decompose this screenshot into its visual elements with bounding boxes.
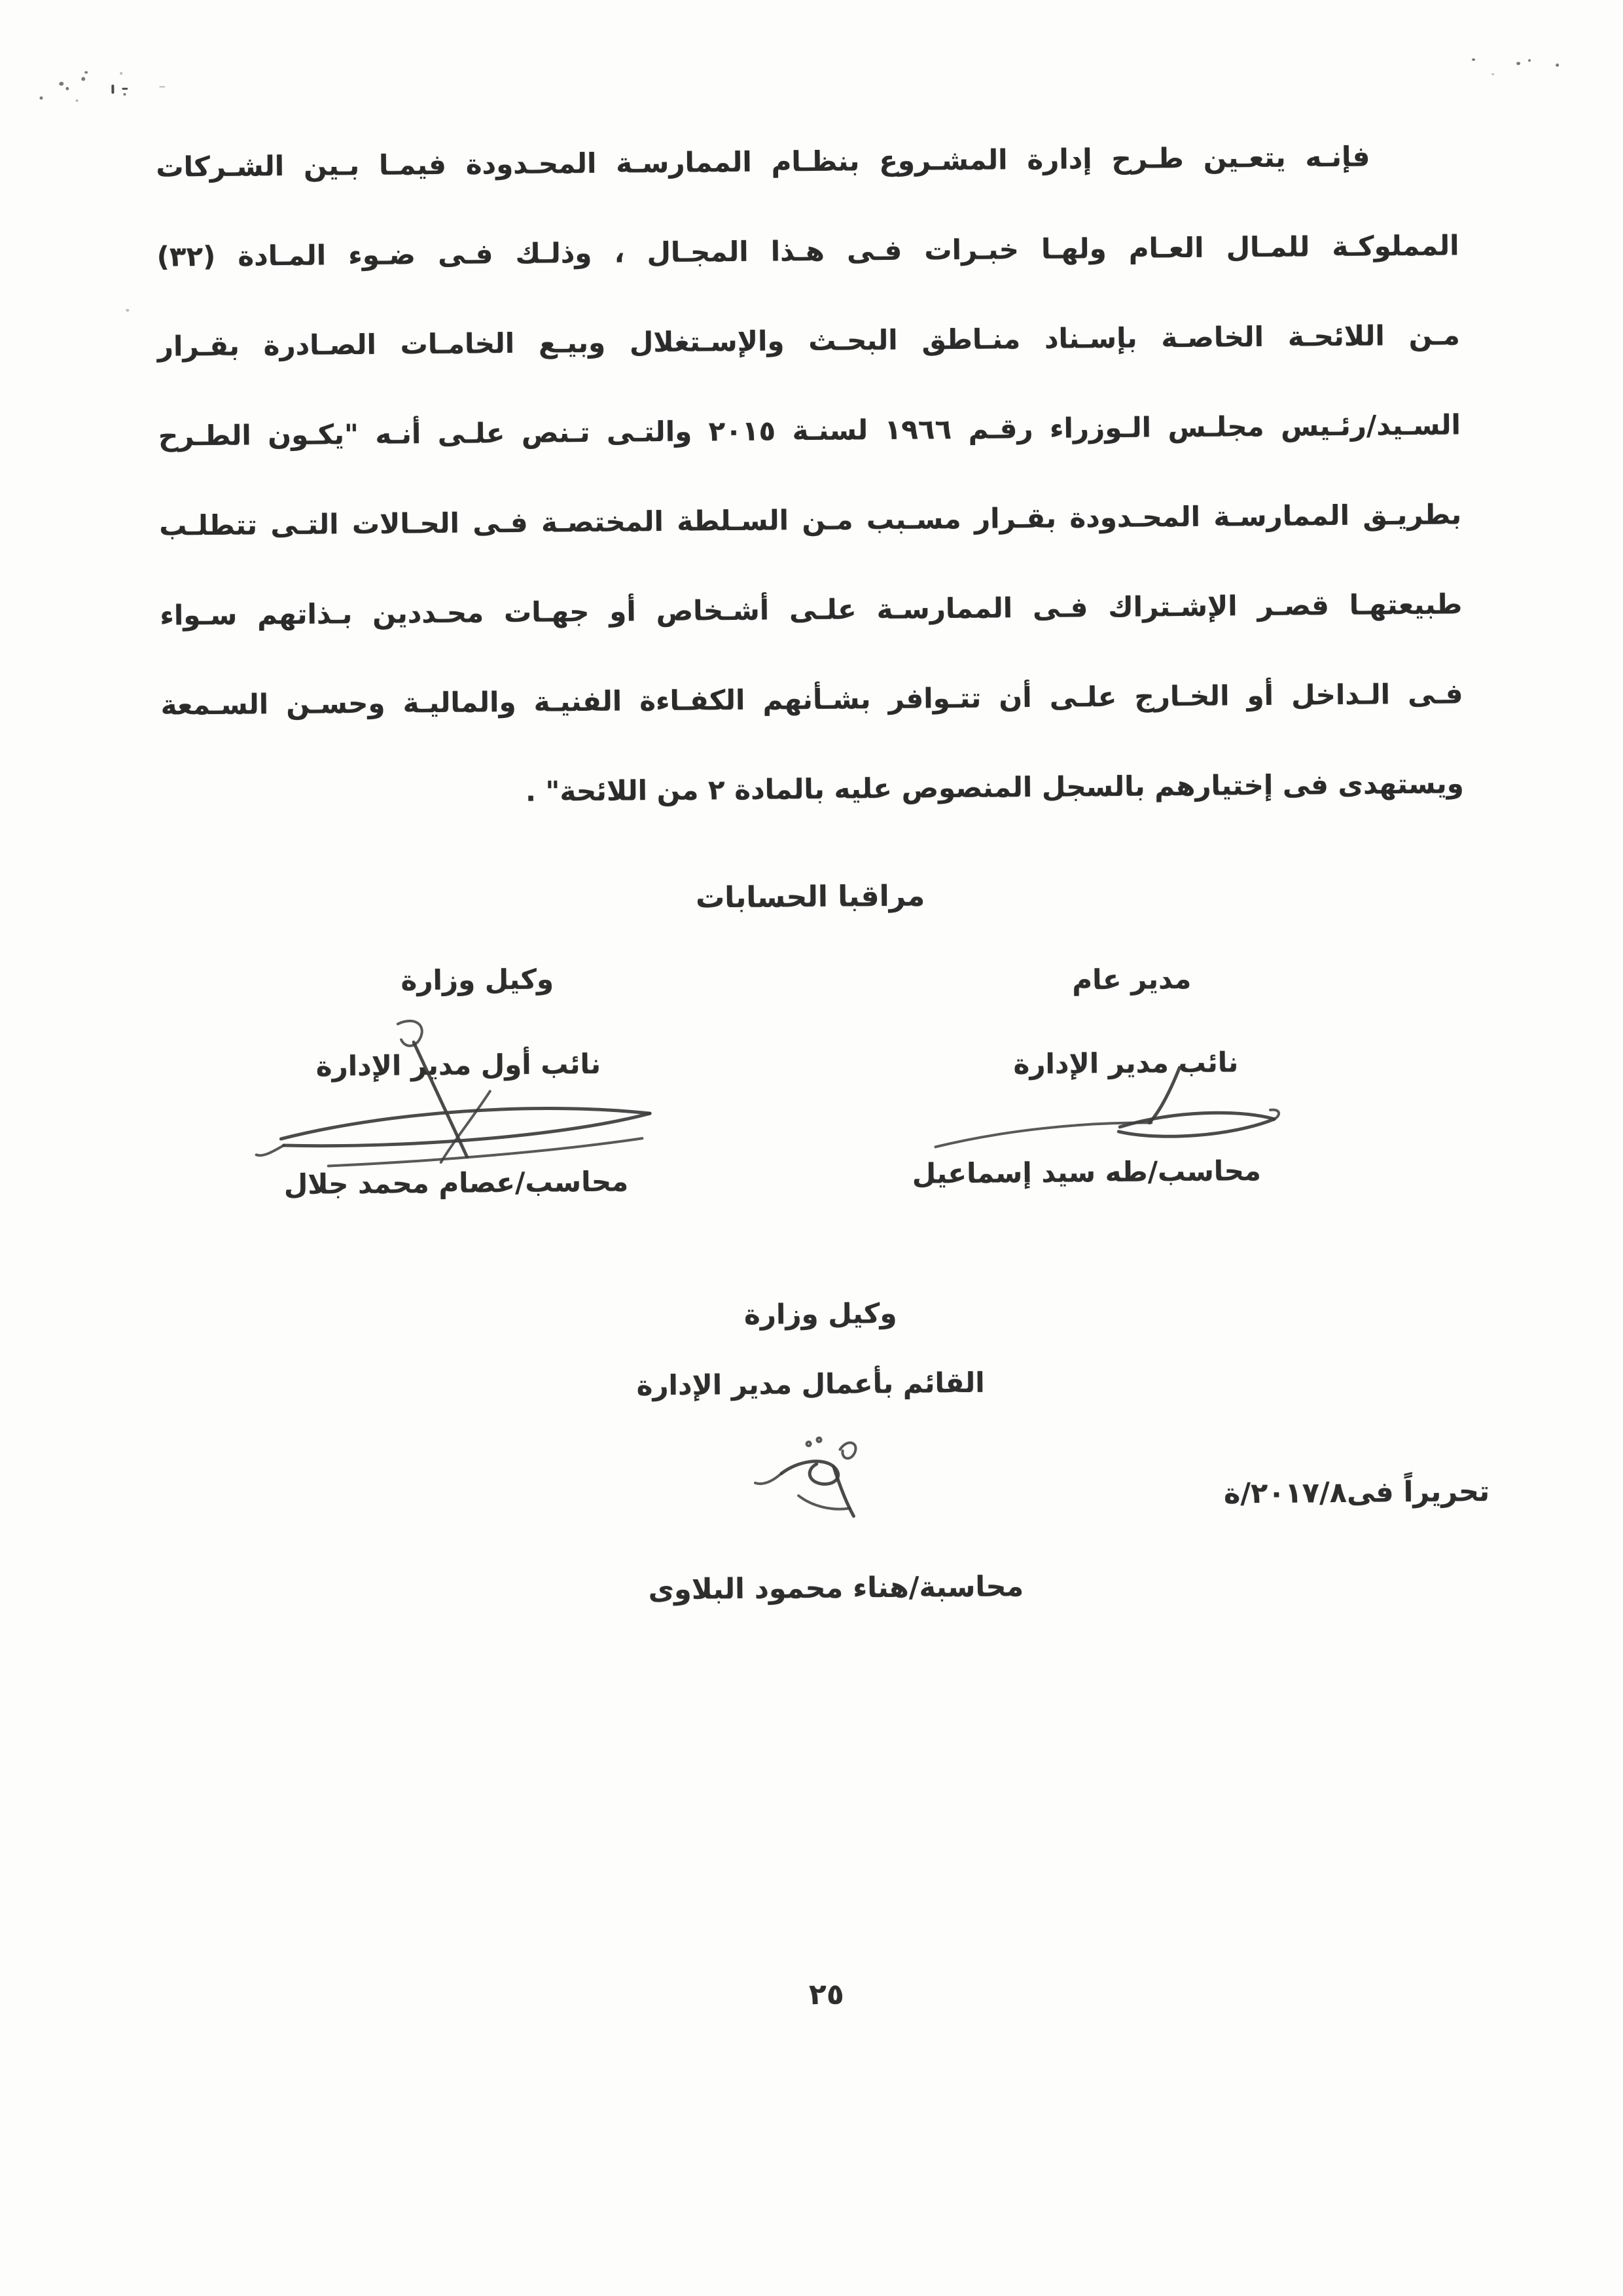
date-label: تحريراً فى (1346, 1475, 1490, 1509)
body-line: فإنـه يتعـين طـرح إدارة المشـروع بنظـام الممارسـة المحـدودة فيمـا بـين الشـركات (156, 140, 1370, 183)
signature-left-scribble (249, 1013, 675, 1187)
body-line: فـى الـداخل أو الخـارج علـى أن تتـوافر بشـأنهم الكفـاءة الفنيـة والماليـة وحسـن السـمعة (160, 677, 1463, 721)
scan-speck (1556, 63, 1559, 67)
body-line: طبيعتهـا قصـر الإشـتراك فـى الممارسـة علـى أشـخاص أو جهـات محـددين بـذاتهم سـواء (160, 588, 1463, 632)
scan-speck (122, 88, 128, 90)
scan-speck (81, 77, 85, 81)
role-center-ministry-undersecretary: وكيل وزارة (743, 1297, 897, 1331)
date-value: ٢٠١٧/٨/ة (1223, 1476, 1347, 1511)
scan-speck (84, 71, 88, 74)
date-line (1143, 1475, 1489, 1511)
scan-speck (1491, 73, 1494, 75)
signatory-name-left: محاسب/عصام محمد جلال (283, 1165, 629, 1201)
scan-speck (123, 93, 126, 96)
title-acting-admin-director: القائم بأعمال مدير الإدارة (636, 1366, 985, 1402)
body-line: السـيد/رئـيس مجلـس الـوزراء رقـم ١٩٦٦ لسنـة ٢٠١٥ والتـى تـنص علـى أنـه "يكـون الطـرح (158, 408, 1461, 452)
body-line: ويستهدى فى إختيارهم بالسجل المنصوص عليه بالمادة ٢ من اللائحة" . (525, 767, 1464, 808)
body-paragraph (156, 111, 1464, 839)
scan-speck (1472, 58, 1475, 61)
role-general-manager: مدير عام (1072, 962, 1192, 996)
auditors-heading: مراقبا الحسابات (695, 879, 925, 915)
scan-speck (126, 309, 129, 312)
signatory-name-right: محاسب/طه سيد إسماعيل (912, 1155, 1262, 1190)
role-ministry-undersecretary: وكيل وزارة (401, 963, 554, 997)
scan-speck (1516, 62, 1520, 65)
scan-speck (39, 96, 43, 99)
scan-speck (76, 99, 79, 102)
scan-speck (111, 84, 114, 94)
title-deputy-admin-director: نائب مدير الإدارة (1013, 1046, 1239, 1081)
body-line: المملوكـة للمـال العـام ولهـا خبـرات فـى هـذا المجـال ، وذلـك فـى ضـوء المـادة (٣٢) (156, 229, 1459, 273)
scan-speck (65, 87, 69, 90)
scan-speck (120, 72, 122, 75)
body-line: مـن اللائحـة الخاصـة بإسـناد منـاطق البحـث والإسـتغلال وبيـع الخامـات الصـادرة بقـرار (157, 319, 1460, 363)
signatory-name-center: محاسبة/هناء محمود البلاوى (648, 1570, 1024, 1607)
scan-speck (159, 86, 165, 88)
title-first-deputy-admin-director: نائب أول مدير الإدارة (315, 1047, 601, 1083)
signature-center-scribble (743, 1429, 894, 1539)
body-line: بطريـق الممارسـة المحـدودة بقـرار مسـبب مـن السـلطة المختصـة فـى الحـالات التـى تتطلـب (158, 498, 1462, 542)
page-number: ٢٥ (808, 1977, 844, 2012)
scan-speck (1528, 59, 1531, 62)
scan-speck (59, 82, 63, 86)
